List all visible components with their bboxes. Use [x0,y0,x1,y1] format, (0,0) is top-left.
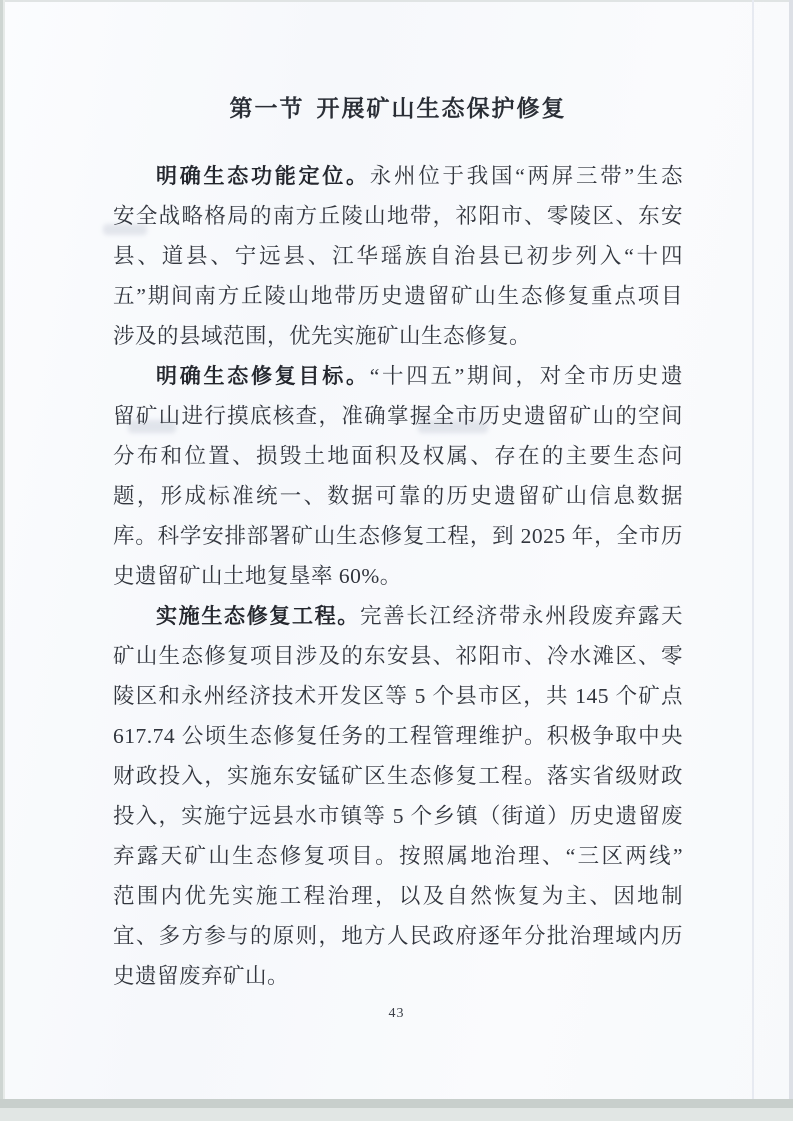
text-line: 明确生态功能定位。永州位于我国“两屏三带”生态 [156,164,684,188]
text-line: 安全战略格局的南方丘陵山地带，祁阳市、零陵区、东安 [113,204,683,228]
text-line: 涉及的县域范围，优先实施矿山生态修复。 [113,324,532,348]
paragraph-lead: 实施生态修复工程。 [156,605,360,628]
text-line: 财政投入，实施东安锰矿区生态修复工程。落实省级财政 [113,764,683,788]
text-line: 明确生态修复目标。“十四五”期间，对全市历史遗 [156,364,684,388]
text-line: 题，形成标准统一、数据可靠的历史遗留矿山信息数据 [113,484,683,508]
text-line: 617.74 公顷生态修复任务的工程管理维护。积极争取中央 [113,724,683,748]
text-line: 史遗留矿山土地复垦率 60%。 [113,564,402,588]
scan-fold-line [752,0,754,1121]
scan-edge-right [789,0,793,1121]
text-line: 投入，实施宁远县水市镇等 5 个乡镇（街道）历史遗留废 [113,804,683,828]
text-line: 弃露天矿山生态修复项目。按照属地治理、“三区两线” [113,844,683,868]
text-line: 留矿山进行摸底核查，准确掌握全市历史遗留矿山的空间 [113,404,683,428]
section-title [113,90,683,123]
paragraph [113,156,683,356]
scan-edge-left-soft [3,0,5,1121]
section-heading: 开展矿山生态保护修复 [316,96,567,121]
page-number: 43 [388,1006,405,1021]
text-line: 五”期间南方丘陵山地带历史遗留矿山生态修复重点项目 [113,284,683,308]
text-line: 史遗留废弃矿山。 [113,964,290,988]
text-line: 陵区和永州经济技术开发区等 5 个县市区，共 145 个矿点 [113,684,683,708]
paragraph-lead: 明确生态修复目标。 [156,365,370,388]
text-line: 宜、多方参与的原则，地方人民政府逐年分批治理域内历 [113,924,683,948]
text-line: 矿山生态修复项目涉及的东安县、祁阳市、冷水滩区、零 [113,644,683,668]
paragraph [113,356,683,596]
text-line: 分布和位置、损毁土地面积及权属、存在的主要生态问 [113,444,683,468]
text-line: 范围内优先实施工程治理，以及自然恢复为主、因地制 [113,884,683,908]
scan-edge-bottom [0,1108,793,1121]
text-line: 实施生态修复工程。完善长江经济带永州段废弃露天 [156,604,683,628]
paragraph-lead: 明确生态功能定位。 [156,165,370,188]
scan-edge-left [0,0,3,1121]
document-body [113,156,683,996]
text-line: 县、道县、宁远县、江华瑶族自治县已初步列入“十四 [113,244,683,268]
scan-edge-top [0,0,793,2]
scan-edge-bottom-band [0,1099,793,1108]
text-line: 库。科学安排部署矿山生态修复工程，到 2025 年，全市历 [113,524,683,548]
section-number: 第一节 [229,96,305,121]
paragraph [113,596,683,996]
